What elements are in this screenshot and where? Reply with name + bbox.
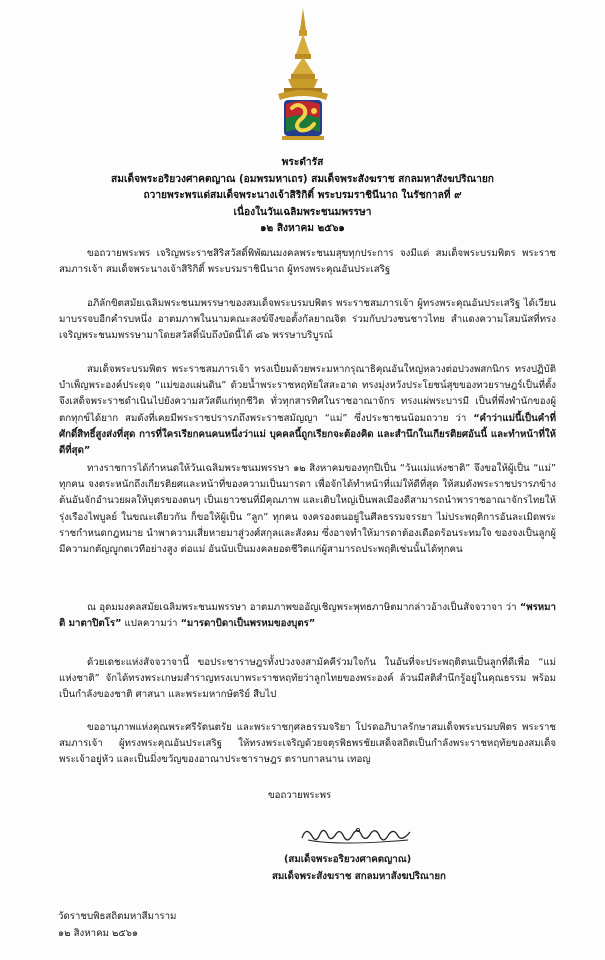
closing-salutation: ขอถวายพระพร [268,790,332,801]
header-line-2: ถวายพระพรแด่สมเด็จพระนางเจ้าสิริกิติ์ พระบรมราชินีนาถ ในรัชกาลที่ ๙ [143,190,462,202]
paragraph-2: อภิลักขิตสมัยเฉลิมพระชนมพรรษาของสมเด็จพระบรมบพิตร พระราชสมภารเจ้า ผู้ทรงพระคุณอันประเสริฐ ได้เวียนมาบรรจบอีกคำรบหนึ่ง อาตมภาพในนามคณะสงฆ์จึงขอตั้งกัลยาณจิต ร่วมกับปวงชนชาวไทย สำแดงความโสมนัสที่ทรงเจริญพระชนมพรรษามาโดยสวัสดิ์นับถึงบัดนี้ได้ ๘๖ พรรษาบริบูรณ์ [59,298,556,342]
royal-emblem-icon [270,8,336,148]
header-line-3: เนื่องในวันเฉลิมพระชนมพรรษา [233,206,372,218]
signatory-name: (สมเด็จพระอริยวงศาคตญาณ) [284,854,412,865]
header-line-1: สมเด็จพระอริยวงศาคตญาณ (อมพรมหาเถร) สมเด็จพระสังฆราช สกลมหาสังฆปริณายก [111,173,494,185]
paragraph-5-text: ณ อุดมมงคลสมัยเฉลิมพระชนมพรรษา อาตมภาพขออัญเชิญพระพุทธภาษิตมากล่าวอ้างเป็นสัจจวาจา ว่า [87,602,520,613]
paragraph-3-text: สมเด็จพระบรมพิตร พระราชสมภารเจ้า ทรงเปี่ยมด้วยพระมหากรุณาธิคุณอันใหญ่หลวงต่อปวงพสกนิกร ทรงปฏิบัติบำเพ็ญพระองค์ประดุจ “แม่ของแผ่นดิน” ด้วยน้ำพระราชหฤทัยใสสะอาด ทรงมุ่งหวังประโยชน์สุขของทวยราษฎร์เป็นที่ตั้ง จึงเสด็จพระราชดำเนินไปยังความสวัสดีแก่ทุกชีวิต ทั่วทุกสารทิศในราชอาณาจักร ทรงแผ่พระบารมี เป็นที่พึ่งพำนักของผู้ตกทุกข์ได้ยาก สมดังที่เคยมีพระราชปรารภถึงพระราชสมัญญา “แม่” ซึ่งประชาชนน้อมถวาย ว่า [59,364,556,424]
signatory-title: สมเด็จพระสังฆราช สกลมหาสังฆปริณายก [272,870,446,882]
paragraph-5 [59,600,556,632]
letter-footer [58,908,176,942]
paragraph-7: ขออานุภาพแห่งคุณพระศรีรัตนตรัย และพระราชกุศลธรรมจริยา โปรดอภิบาลรักษาสมเด็จพระบรมบพิตร พระราชสมภารเจ้า ผู้ทรงพระคุณอันประเสริฐ ให้ทรงพระเจริญด้วยจตุรพิธพรชัยเสด็จสถิตเป็นกำลังพระราชหฤทัยของสมเด็จพระเจ้าอยู่หัว และเป็นมิ่งขวัญของอาณาประชาราษฎร ตราบกาลนาน เทอญ [59,722,556,766]
paragraph-3 [59,362,556,459]
letter-header [60,155,545,238]
handwritten-signature [298,822,416,848]
header-line-4: ๑๒ สิงหาคม ๒๕๖๑ [260,223,345,235]
header-title: พระดำรัส [281,157,324,168]
footer-place: วัดราชบพิธสถิตมหาสีมาราม [58,911,177,922]
footer-date: ๑๒ สิงหาคม ๒๕๖๑ [58,928,139,939]
signatory-block [272,852,504,885]
paragraph-1: ขอถวายพระพร เจริญพระราชสิริสวัสดิ์พิพัฒนมงคลพระชนมสุขทุกประการ จงมีแด่ สมเด็จพระบรมพิตร พระราชสมภารเจ้า สมเด็จพระนางเจ้าสิริกิติ์ พระบรมราชินีนาถ ผู้ทรงพระคุณอันประเสริฐ [59,248,556,276]
pali-quote: “พรหมาติ มาตาปิตโร” [59,602,556,630]
paragraph-6: ด้วยเดชะแห่งสัจจวาจานี้ ขอประชาราษฎรทั้งปวงจงสามัคคีร่วมใจกัน ในอันที่จะประพฤติตนเป็นลูกที่ดีเพื่อ “แม่แห่งชาติ” จักได้ทรงพระเกษมสำราญทรงเบาพระราชหฤทัยว่าลูกไทยของพระองค์ ล้วนมีสติสำนึกรู้อยู่ในคุณธรรม พร้อมเป็นกำลังของชาติ ศาสนา และพระมหากษัตริย์ สืบไป [59,657,556,701]
royal-quote: “คำว่าแม่นี้เป็นคำที่ศักดิ์สิทธิ์สูงส่งที่สุด การที่ใครเรียกคนคนหนึ่งว่าแม่ บุคคลนี้ถูกเรียกจะต้องคิด และสำนึกในเกียรติยศอันนี้ และทำหน้าที่ให้ดีที่สุด” [59,412,556,457]
pali-translation: “มารดาบิดาเป็นพรหมของบุตร” [180,618,316,630]
paragraph-4: ทางราชการได้กำหนดให้วันเฉลิมพระชนมพรรษา ๑๒ สิงหาคมของทุกปีเป็น “วันแม่แห่งชาติ” จึงขอให้ผู้เป็น “แม่” ทุกคน จงตระหนักถึงเกียรติยศและหน้าที่ของความเป็นมารดา เพื่อจักได้ทำหน้าที่แม่ให้ดีที่สุด ให้สมดังพระราชปรารภข้างต้นอันจักอำนวยผลให้บุตรของตนๆ เป็นเยาวชนที่มีคุณภาพ และเติบใหญ่เป็นพลเมืองดีสามารถนำพาราชอาณาจักรไทยให้รุ่งเรืองไพบูลย์ ในขณะเดียวกัน ก็ขอให้ผู้เป็น “ลูก” ทุกคน จงครองตนอยู่ในศีลธรรมจรรยา ไม่ประพฤติการอันละเมิดพระราชกำหนดกฎหมาย นำพาความเสี่ยหายมาสู่วงศ์สกุลและสังคม ซึ่งอาจทำให้มารดาต้องเดือดร้อนระทมใจ ของจงเป็นลูกผู้มีความกตัญญูกตเวทีอย่างสูง ต่อแม่ อันนับเป็นมงคลยอดชีวิตแก่ผู้สามารถประพฤติเช่นนั้นได้ทุกคน [59,463,556,556]
paragraph-5-translation-label: แปลความว่า [121,618,181,630]
